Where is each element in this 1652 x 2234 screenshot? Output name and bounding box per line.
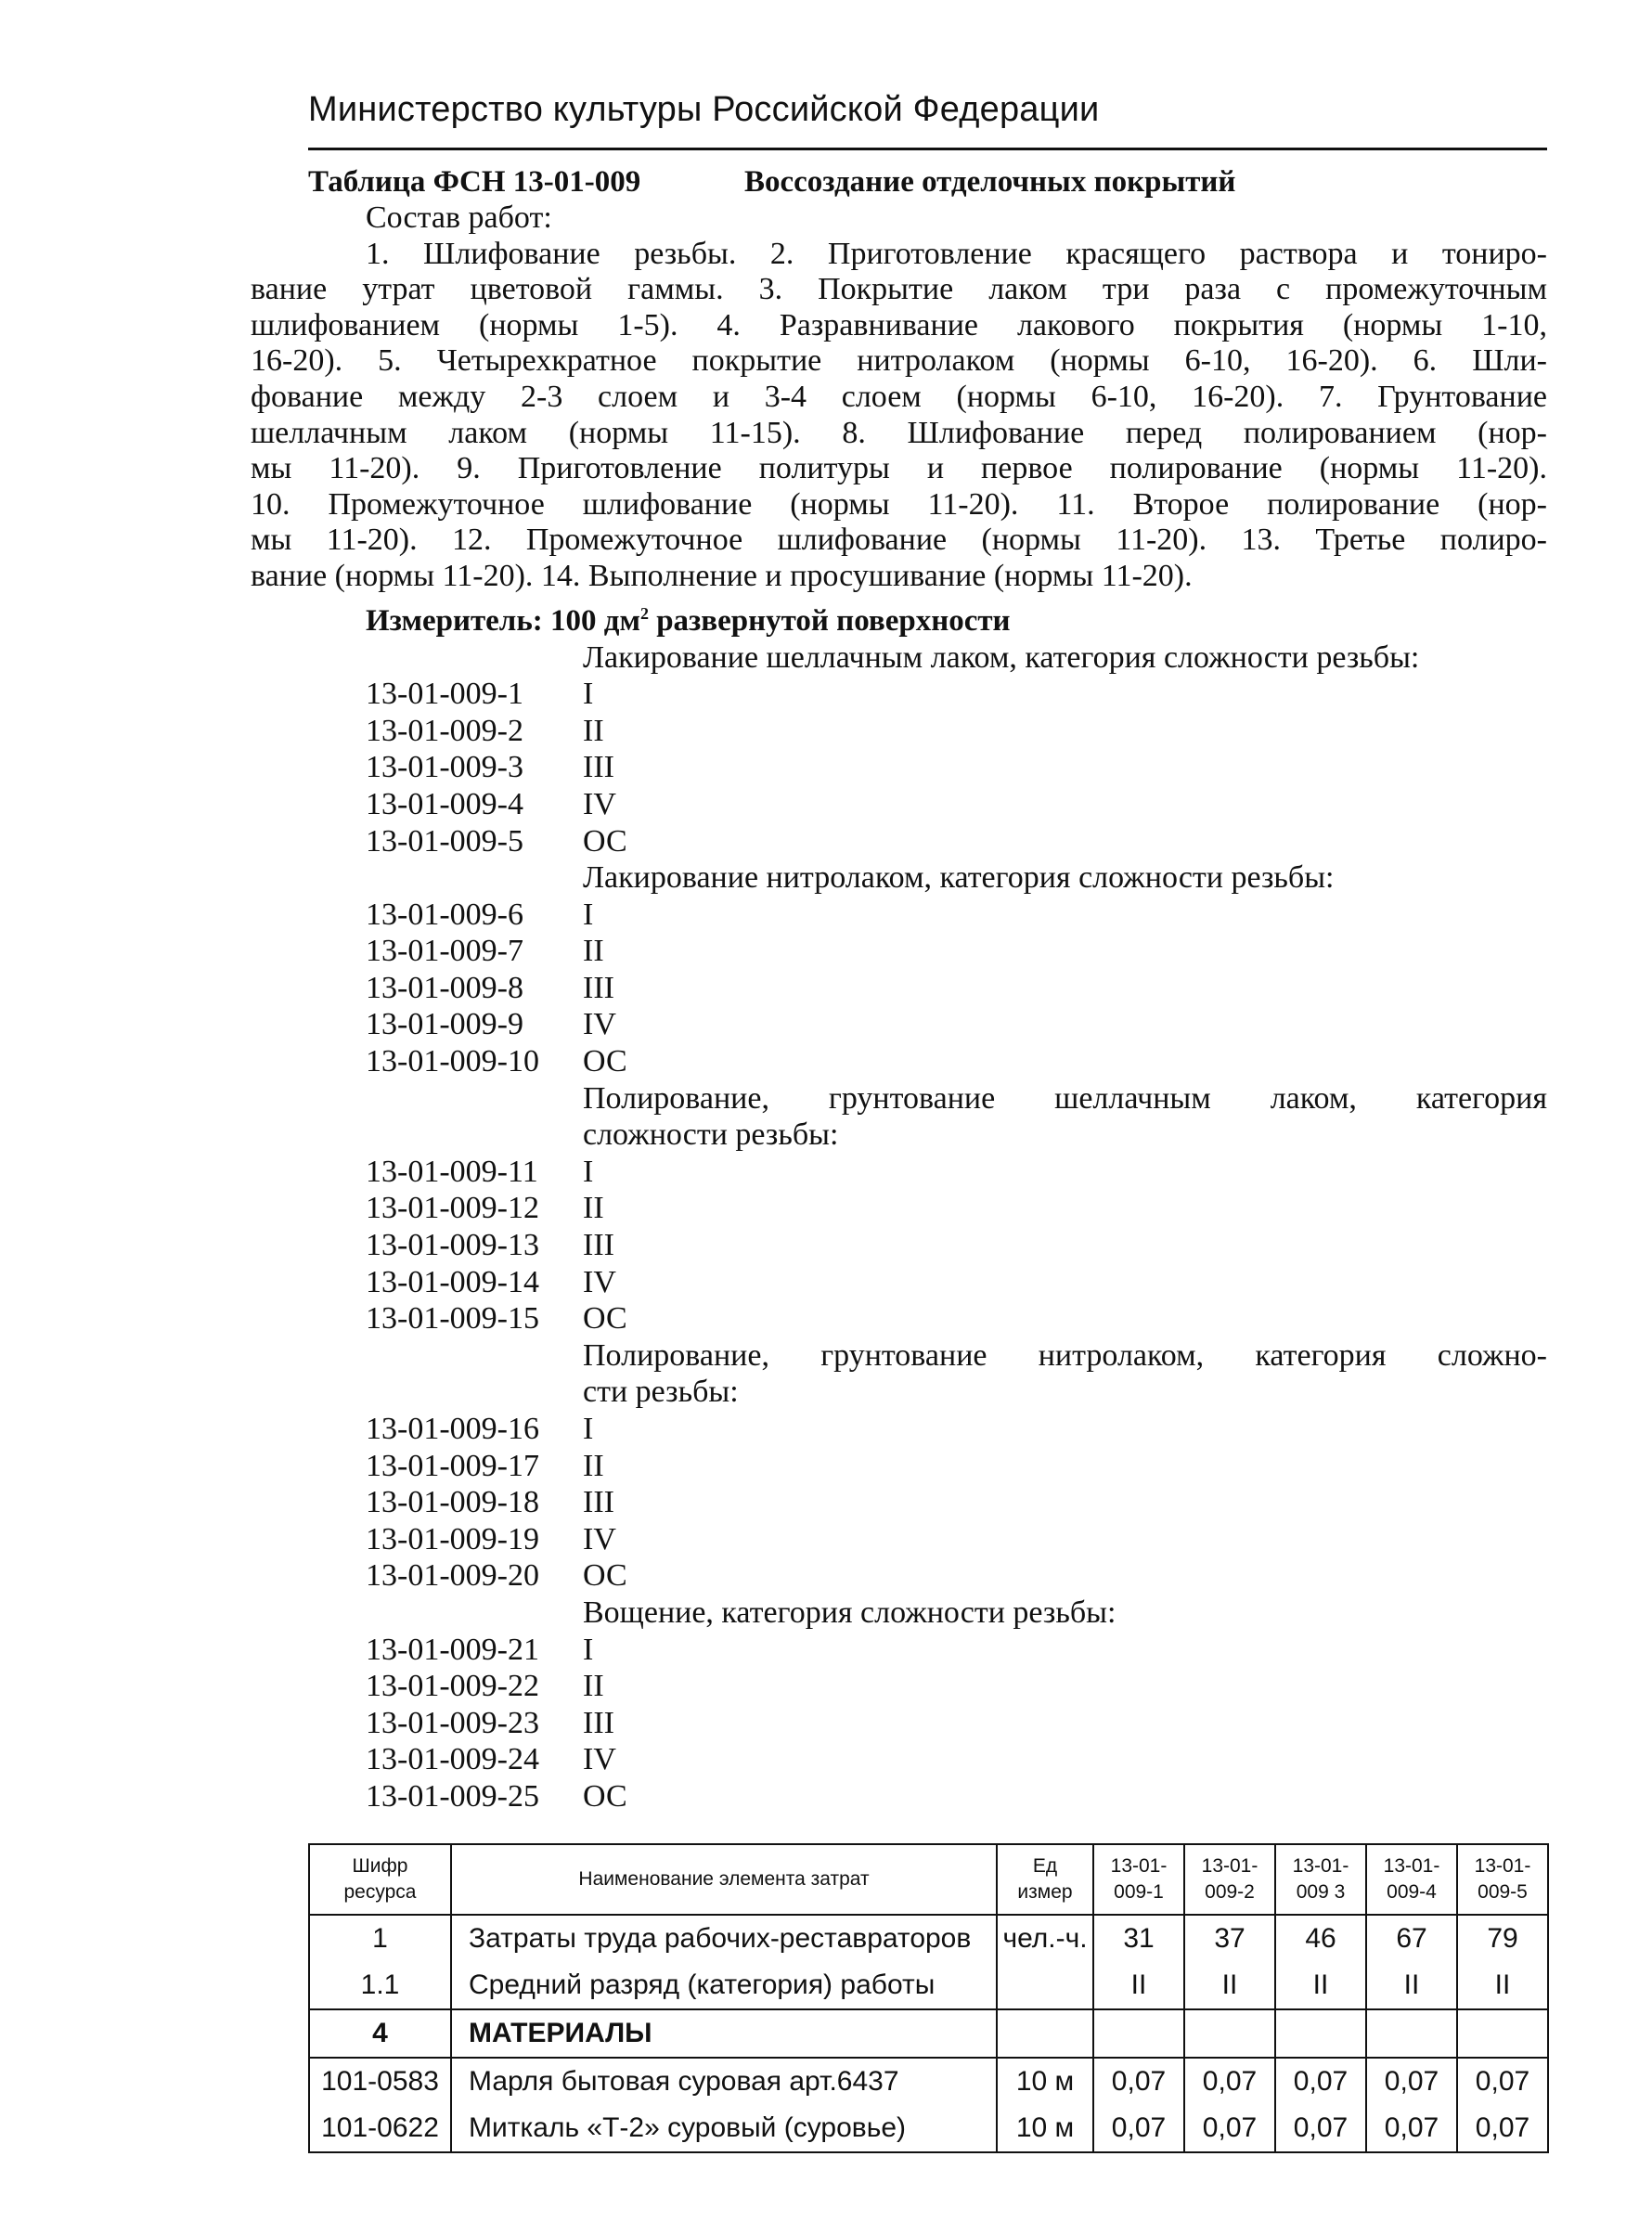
group-heading: сложности резьбы: — [583, 1117, 839, 1153]
norm-code-row — [308, 676, 1547, 713]
table-row — [309, 2058, 1548, 2105]
complexity-category: III — [583, 1228, 614, 1263]
cell-name: Марля бытовая суровая арт.6437 — [451, 2058, 997, 2105]
header-code: Шифр ресурса — [309, 1844, 451, 1915]
norm-code-row — [308, 1264, 1547, 1301]
norm-code: 13-01-009-10 — [366, 1044, 539, 1079]
norm-code-row — [308, 1154, 1547, 1191]
cell-value: II — [1093, 1962, 1184, 2009]
norm-code: 13-01-009-13 — [366, 1228, 539, 1263]
cell-unit: чел.-ч. — [997, 1915, 1093, 1962]
norm-code: 13-01-009-9 — [366, 1007, 523, 1042]
cell-value — [1184, 2009, 1275, 2058]
norm-code: 13-01-009-1 — [366, 677, 523, 712]
norm-code: 13-01-009-11 — [366, 1154, 538, 1189]
composition-line: фование между 2-3 слоем и 3-4 слоем (нормы 6-10, 16-20). 7. Грунтование — [251, 379, 1547, 414]
norm-code: 13-01-009-18 — [366, 1485, 539, 1520]
norm-code-row — [308, 749, 1547, 786]
cell-name: Миткаль «Т-2» суровый (суровье) — [451, 2105, 997, 2152]
cell-unit: 10 м — [997, 2058, 1093, 2105]
cell-value: II — [1275, 1962, 1366, 2009]
cell-value — [1457, 2009, 1548, 2058]
group-heading: Вощение, категория сложности резьбы: — [583, 1595, 1116, 1630]
norm-code-row — [308, 1190, 1547, 1227]
group-heading: Полирование, грунтование шеллачным лаком, категория — [583, 1080, 1547, 1116]
cell-code: 101-0583 — [309, 2058, 451, 2105]
measure-label: Измеритель: 100 дм — [366, 603, 640, 638]
composition-line: шлифованием (нормы 1-5). 4. Разравнивание лакового покрытия (нормы 1-10, — [251, 307, 1547, 342]
norm-code: 13-01-009-22 — [366, 1669, 539, 1704]
norm-code: 13-01-009-2 — [366, 713, 523, 748]
norm-code: 13-01-009-25 — [366, 1778, 539, 1814]
norm-code-row — [308, 1778, 1547, 1815]
cell-unit — [997, 2009, 1093, 2058]
norm-code-row — [308, 1668, 1547, 1705]
header-unit: Ед измер — [997, 1844, 1093, 1915]
cell-value — [1366, 2009, 1457, 2058]
header-rule — [308, 148, 1547, 150]
complexity-category: I — [583, 1154, 594, 1189]
norm-code: 13-01-009-6 — [366, 897, 523, 932]
table-header-row — [309, 1844, 1548, 1915]
cell-value: 0,07 — [1457, 2105, 1548, 2152]
cell-value: 0,07 — [1366, 2105, 1457, 2152]
group-heading: Лакирование нитролаком, категория сложности резьбы: — [583, 860, 1335, 896]
cell-unit: 10 м — [997, 2105, 1093, 2152]
norm-code-row — [308, 933, 1547, 970]
norm-code-row — [308, 897, 1547, 934]
complexity-category: I — [583, 897, 594, 932]
complexity-category: ОС — [583, 1301, 627, 1337]
norm-code: 13-01-009-19 — [366, 1521, 539, 1556]
composition-label: Состав работ: — [366, 200, 552, 235]
composition-text — [251, 236, 1547, 595]
cell-value: 0,07 — [1275, 2058, 1366, 2105]
norm-code: 13-01-009-4 — [366, 786, 523, 821]
norm-code: 13-01-009-3 — [366, 750, 523, 785]
complexity-category: I — [583, 1412, 594, 1446]
cell-value: 79 — [1457, 1915, 1548, 1962]
composition-line: вание утрат цветовой гаммы. 3. Покрытие лаком три раза с промежуточным — [251, 272, 1547, 307]
group-heading: сти резьбы: — [583, 1375, 739, 1410]
cell-code: 101-0622 — [309, 2105, 451, 2152]
complexity-category: IV — [583, 1521, 616, 1556]
norm-code-row — [308, 1557, 1547, 1595]
cell-value: 0,07 — [1093, 2105, 1184, 2152]
norm-code: 13-01-009-12 — [366, 1191, 539, 1226]
table-code: Таблица ФСН 13-01-009 — [308, 165, 641, 199]
cell-value: 0,07 — [1093, 2058, 1184, 2105]
measure-unit — [308, 595, 1547, 639]
norm-code-row — [308, 1300, 1547, 1337]
norm-code-row — [308, 970, 1547, 1007]
norm-code: 13-01-009-16 — [366, 1412, 539, 1446]
complexity-category: II — [583, 1448, 604, 1483]
document-page — [251, 88, 1547, 1815]
cell-code: 1.1 — [309, 1962, 451, 2009]
complexity-category: II — [583, 1669, 604, 1704]
norm-code: 13-01-009-7 — [366, 934, 523, 969]
table-row — [309, 2105, 1548, 2152]
norm-code: 13-01-009-5 — [366, 823, 523, 859]
complexity-category: I — [583, 677, 594, 712]
header-norm-column: 13-01- 009-2 — [1184, 1844, 1275, 1915]
norm-code: 13-01-009-8 — [366, 970, 523, 1005]
cell-value: 31 — [1093, 1915, 1184, 1962]
cell-value: 0,07 — [1457, 2058, 1548, 2105]
composition-line: вание (нормы 11-20). 14. Выполнение и просушивание (нормы 11-20). — [251, 558, 1193, 593]
norm-code-row — [308, 1227, 1547, 1264]
norm-code-row — [308, 823, 1547, 860]
cell-value: 0,07 — [1184, 2105, 1275, 2152]
complexity-category: III — [583, 1705, 614, 1740]
header-norm-column: 13-01- 009-1 — [1093, 1844, 1184, 1915]
norm-code: 13-01-009-15 — [366, 1301, 539, 1337]
table-row — [309, 1915, 1548, 1962]
cell-value: II — [1366, 1962, 1457, 2009]
table-row — [309, 2009, 1548, 2058]
norm-code-row — [308, 786, 1547, 823]
measure-sup: 2 — [639, 603, 649, 623]
cell-value: 67 — [1366, 1915, 1457, 1962]
complexity-category: I — [583, 1632, 594, 1667]
complexity-category: IV — [583, 1007, 616, 1042]
cell-value: II — [1184, 1962, 1275, 2009]
norm-code: 13-01-009-20 — [366, 1558, 539, 1594]
composition-block — [251, 200, 1547, 595]
complexity-category: III — [583, 1485, 614, 1520]
measure-rest: развернутой поверхности — [648, 603, 1011, 638]
complexity-category: ОС — [583, 1778, 627, 1814]
cell-value: 0,07 — [1275, 2105, 1366, 2152]
norm-code: 13-01-009-21 — [366, 1632, 539, 1667]
norm-code-row — [308, 1484, 1547, 1521]
complexity-category: III — [583, 750, 614, 785]
complexity-category: ОС — [583, 1044, 627, 1079]
resource-table — [308, 1843, 1549, 2153]
composition-line: 1. Шлифование резьбы. 2. Приготовление красящего раствора и тониро- — [366, 236, 1547, 271]
cell-value: 0,07 — [1184, 2058, 1275, 2105]
composition-line: 10. Промежуточное шлифование (нормы 11-20). 11. Второе полирование (нор- — [251, 486, 1547, 522]
complexity-category: IV — [583, 1264, 616, 1299]
composition-line: мы 11-20). 12. Промежуточное шлифование (нормы 11-20). 13. Третье полиро- — [251, 523, 1547, 558]
complexity-category: II — [583, 934, 604, 969]
complexity-category: IV — [583, 1742, 616, 1777]
norm-code: 13-01-009-14 — [366, 1264, 539, 1299]
composition-line: 16-20). 5. Четырехкратное покрытие нитролаком (нормы 6-10, 16-20). 6. Шли- — [251, 343, 1547, 379]
norm-code-row — [308, 1411, 1547, 1448]
composition-line: мы 11-20). 9. Приготовление политуры и первое полирование (нормы 11-20). — [251, 451, 1547, 486]
norm-code-row — [308, 1006, 1547, 1043]
complexity-category: III — [583, 970, 614, 1005]
norm-code: 13-01-009-24 — [366, 1742, 539, 1777]
cell-value: 0,07 — [1366, 2058, 1457, 2105]
complexity-category: II — [583, 713, 604, 748]
cell-value: II — [1457, 1962, 1548, 2009]
header-name: Наименование элемента затрат — [451, 1844, 997, 1915]
composition-line: шеллачным лаком (нормы 11-15). 8. Шлифование перед полированием (нор- — [251, 415, 1547, 450]
complexity-category: IV — [583, 786, 616, 821]
header-norm-column: 13-01- 009-5 — [1457, 1844, 1548, 1915]
cell-value: 37 — [1184, 1915, 1275, 1962]
norm-code-row — [308, 713, 1547, 750]
complexity-category: ОС — [583, 823, 627, 859]
norm-code-row — [308, 1705, 1547, 1742]
cell-value — [1093, 2009, 1184, 2058]
cell-name: Средний разряд (категория) работы — [451, 1962, 997, 2009]
cell-name: Затраты труда рабочих-реставраторов — [451, 1915, 997, 1962]
norm-code-row — [308, 1043, 1547, 1080]
header-norm-column: 13-01- 009 3 — [1275, 1844, 1366, 1915]
norm-codes-list — [308, 639, 1547, 1815]
group-heading: Полирование, грунтование нитролаком, категория сложно- — [583, 1337, 1547, 1373]
table-row — [309, 1962, 1548, 2009]
cell-code: 4 — [309, 2009, 451, 2058]
complexity-category: ОС — [583, 1558, 627, 1594]
header-norm-column: 13-01- 009-4 — [1366, 1844, 1457, 1915]
norm-code: 13-01-009-23 — [366, 1705, 539, 1740]
norm-code-row — [308, 1521, 1547, 1558]
cell-code: 1 — [309, 1915, 451, 1962]
table-name: Воссоздание отделочных покрытий — [744, 165, 1236, 199]
complexity-category: II — [583, 1191, 604, 1226]
cell-unit — [997, 1962, 1093, 2009]
table-title — [308, 163, 1547, 200]
norm-code: 13-01-009-17 — [366, 1448, 539, 1483]
norm-code-row — [308, 1741, 1547, 1778]
cell-value: 46 — [1275, 1915, 1366, 1962]
cell-name: МАТЕРИАЛЫ — [451, 2009, 997, 2058]
norm-code-row — [308, 1632, 1547, 1669]
cell-value — [1275, 2009, 1366, 2058]
running-header: Министерство культуры Российской Федерации — [308, 90, 1100, 129]
norm-code-row — [308, 1448, 1547, 1485]
group-heading: Лакирование шеллачным лаком, категория сложности резьбы: — [583, 639, 1420, 675]
